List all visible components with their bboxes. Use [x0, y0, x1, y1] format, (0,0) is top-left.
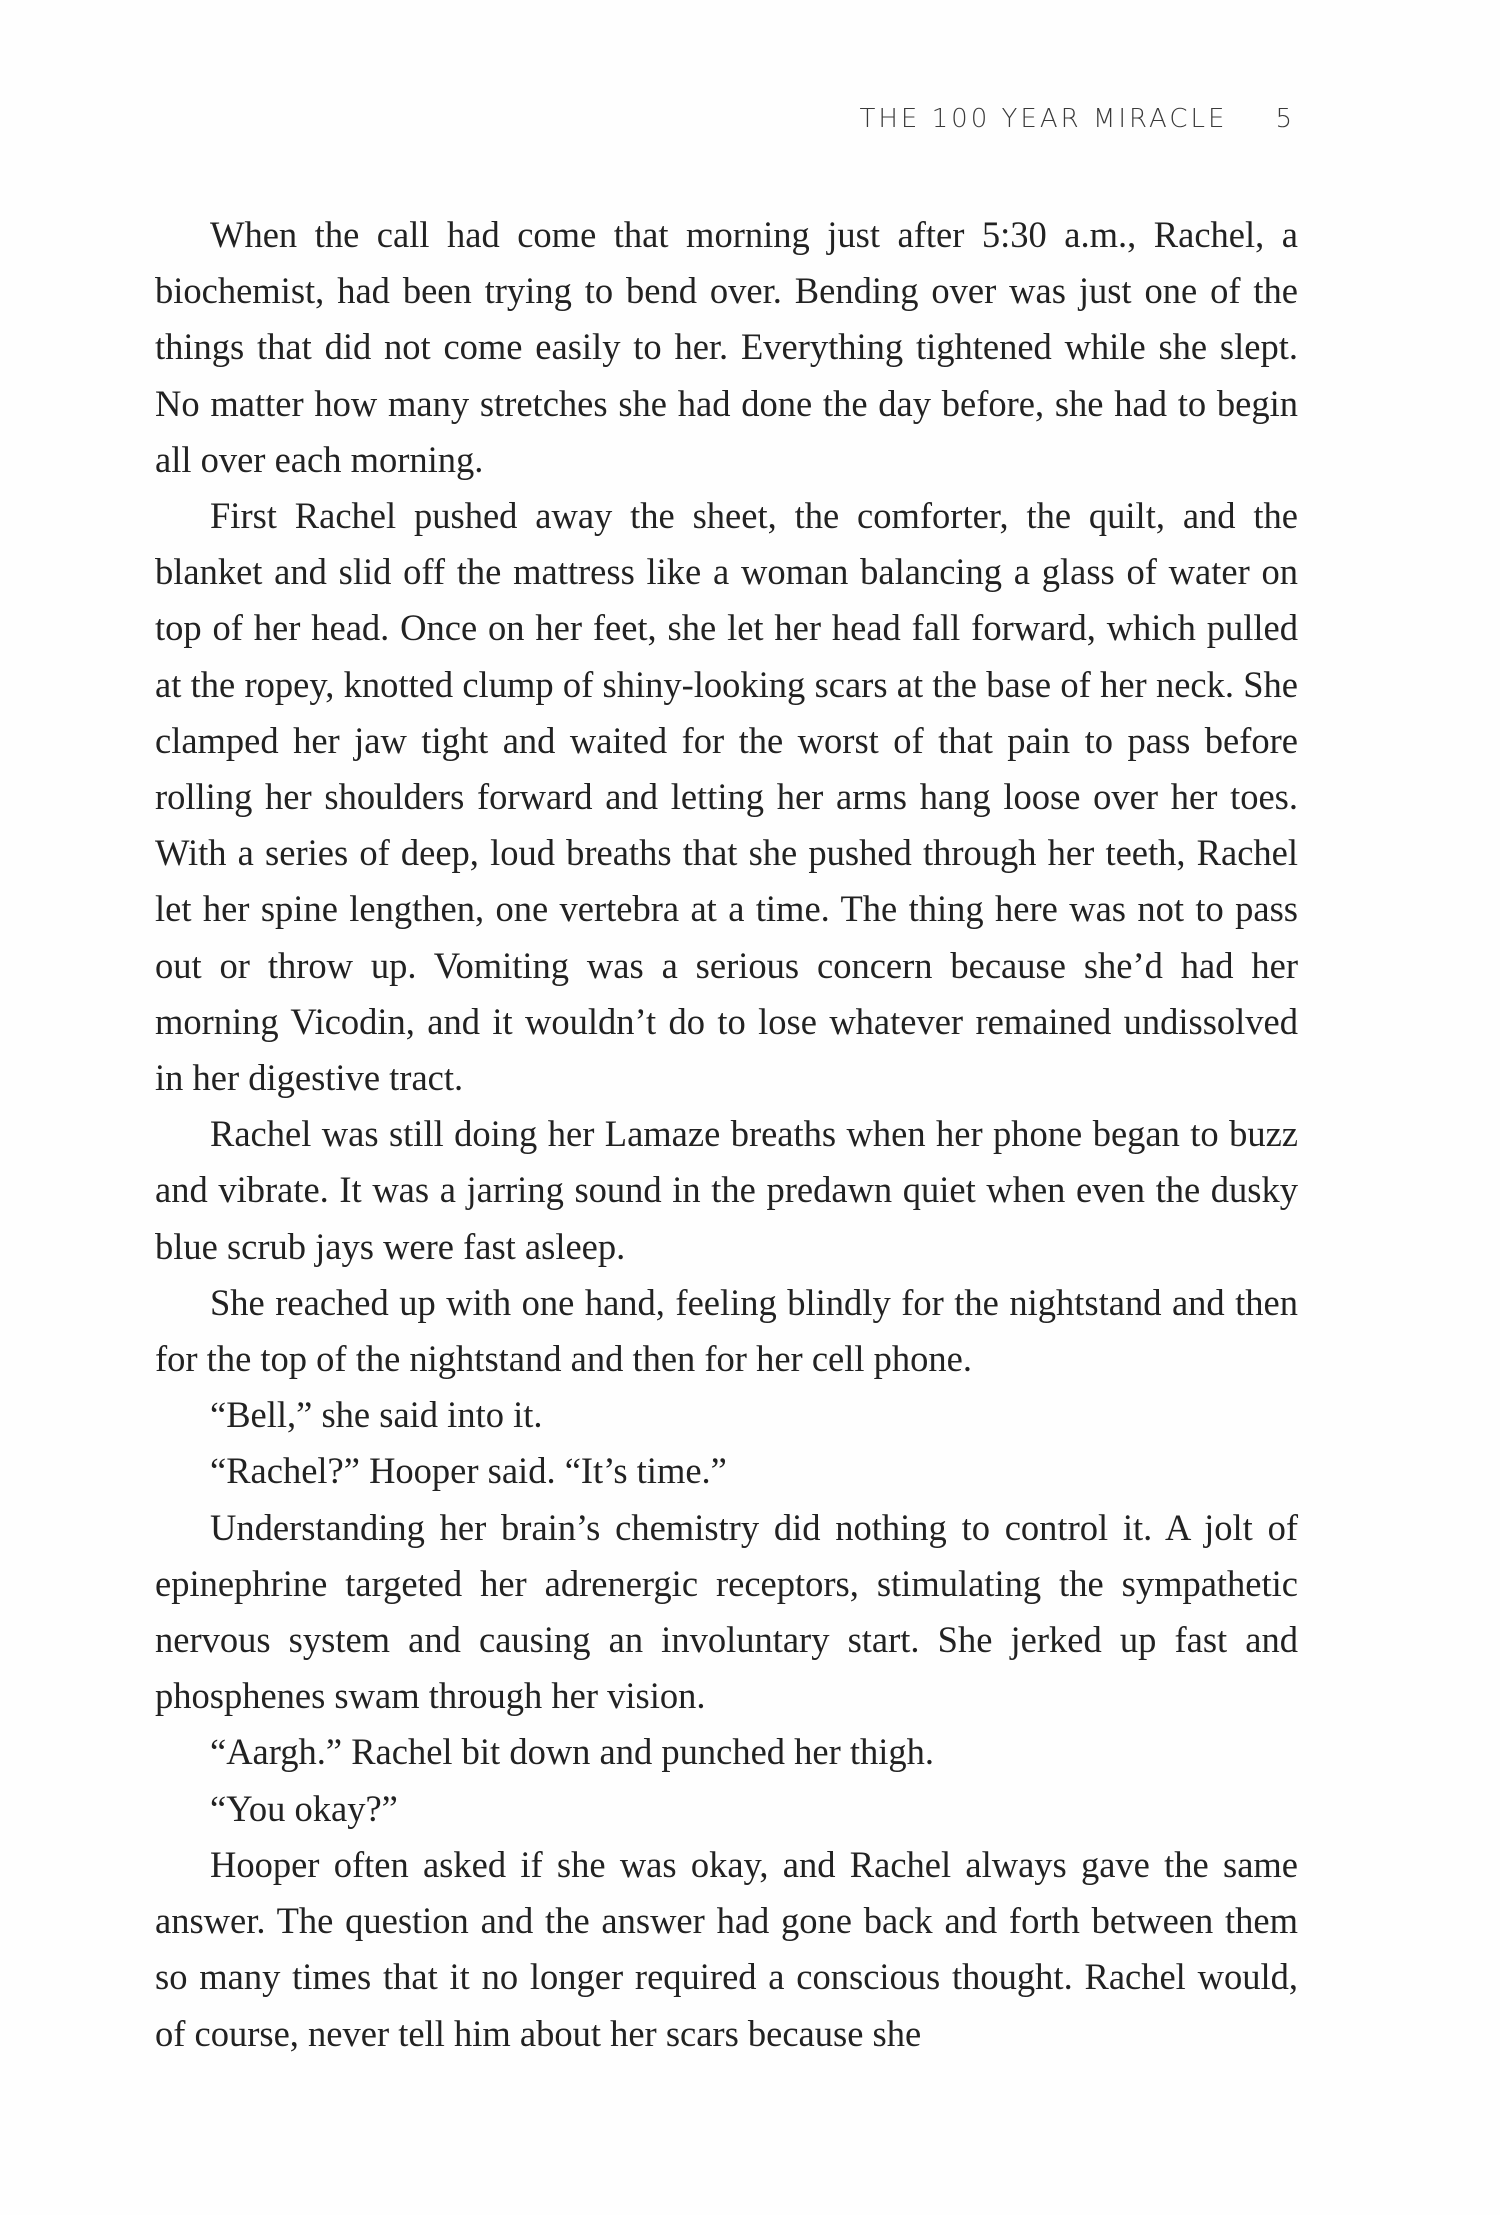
paragraph: First Rachel pushed away the sheet, the comforter, the quilt, and the blanket and slid off the mattress like a woman balancing a glass of water on top of her head. Once on her feet, she let her head fall forward, which pulled at the ropey, knotted clump of shiny-looking scars at the base of her neck. She clamped her jaw tight and waited for the worst of that pain to pass before rolling her shoulders forward and letting her arms hang loose over her toes. With a series of deep, loud breaths that she pushed through her teeth, Rachel let her spine lengthen, one vertebra at a time. The thing here was not to pass out or throw up. Vomiting was a serious concern because she’d had her morning Vicodin, and it wouldn’t do to lose whatever remained undissolved in her digestive tract.	[155, 495, 1298, 1099]
paragraph: Rachel was still doing her Lamaze breaths when her phone began to buzz and vibrate. It was a jarring sound in the predawn quiet when even the dusky blue scrub jays were fast asleep.	[155, 1113, 1298, 1267]
paragraph: “Aargh.” Rachel bit down and punched her thigh.	[210, 1731, 935, 1773]
book-title: THE 100 YEAR MIRACLE	[859, 104, 1228, 134]
running-head	[860, 104, 1296, 134]
paragraph: “Bell,” she said into it.	[210, 1394, 543, 1436]
body-text	[155, 207, 1298, 2062]
paragraph: She reached up with one hand, feeling blindly for the nightstand and then for the top of the nightstand and then for her cell phone.	[155, 1281, 1298, 1380]
paragraph: “You okay?”	[210, 1787, 398, 1829]
paragraph: “Rachel?” Hooper said. “It’s time.”	[210, 1450, 727, 1492]
paragraph: When the call had come that morning just after 5:30 a.m., Rachel, a biochemist, had been trying to bend over. Bending over was just one of the things that did not come easily to her. Everything tightened while she slept. No matter how many stretches she had done the day before, she had to begin all over each morning.	[155, 214, 1298, 480]
paragraph: Hooper often asked if she was okay, and Rachel always gave the same answer. The question and the answer had gone back and forth between them so many times that it no longer required a conscious thought. Rachel would, of course, never tell him about her scars because she	[155, 1843, 1298, 2054]
paragraph: Understanding her brain’s chemistry did nothing to control it. A jolt of epinephrine targeted her adrenergic receptors, stimulating the sympathetic nervous system and causing an involuntary start. She jerked up fast and phosphenes swam through her vision.	[155, 1506, 1298, 1717]
page-number: 5	[1275, 104, 1295, 134]
